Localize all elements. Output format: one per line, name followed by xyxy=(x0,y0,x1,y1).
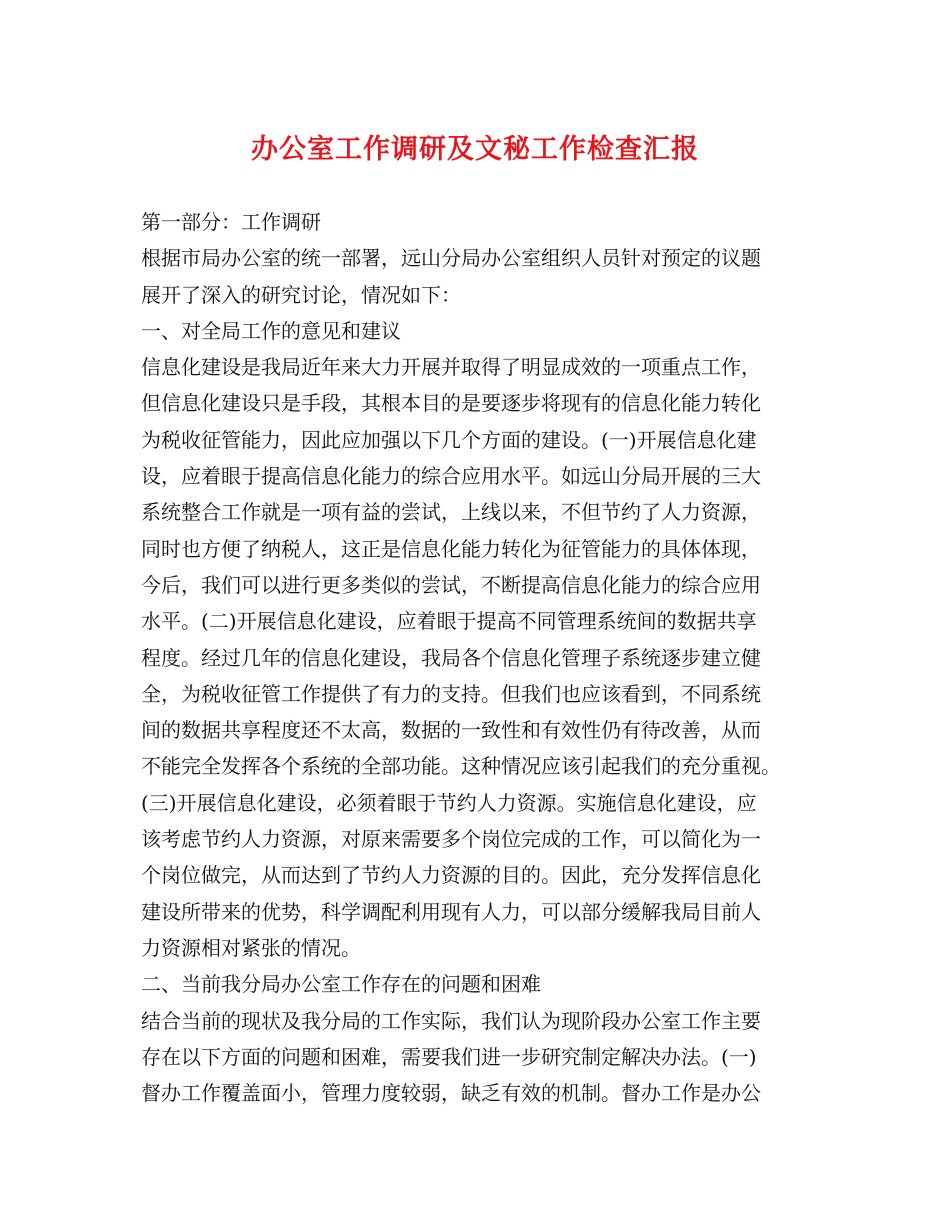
body-line: 个岗位做完，从而达到了节约人力资源的目的。因此，充分发挥信息化 xyxy=(141,863,761,888)
body-line: 今后，我们可以进行更多类似的尝试，不断提高信息化能力的综合应用 xyxy=(141,572,761,597)
body-line: 为税收征管能力，因此应加强以下几个方面的建设。(一)开展信息化建 xyxy=(141,427,757,452)
body-line: 设，应着眼于提高信息化能力的综合应用水平。如远山分局开展的三大 xyxy=(141,464,761,489)
body-line: 不能完全发挥各个系统的全部功能。这种情况应该引起我们的充分重视。 xyxy=(141,754,781,779)
body-line: 存在以下方面的问题和困难，需要我们进一步研究制定解决办法。(一) xyxy=(141,1044,757,1069)
body-line: 结合当前的现状及我分局的工作实际，我们认为现阶段办公室工作主要 xyxy=(141,1008,761,1033)
body-line: 全，为税收征管工作提供了有力的支持。但我们也应该看到，不同系统 xyxy=(141,681,761,706)
body-line: (三)开展信息化建设，必须着眼于节约人力资源。实施信息化建设，应 xyxy=(141,790,757,815)
body-line: 信息化建设是我局近年来大力开展并取得了明显成效的一项重点工作， xyxy=(141,355,761,380)
body-line: 力资源相对紧张的情况。 xyxy=(141,935,361,960)
body-line: 一、对全局工作的意见和建议 xyxy=(141,318,401,343)
body-line: 该考虑节约人力资源，对原来需要多个岗位完成的工作，可以简化为一 xyxy=(141,827,761,852)
body-line: 展开了深入的研究讨论，情况如下： xyxy=(141,282,461,307)
body-line: 建设所带来的优势，科学调配利用现有人力，可以部分缓解我局目前人 xyxy=(141,899,761,924)
document-title: 办公室工作调研及文秘工作检查汇报 xyxy=(251,134,699,165)
body-line: 间的数据共享程度还不太高，数据的一致性和有效性仍有待改善，从而 xyxy=(141,718,761,743)
body-line: 二、当前我分局办公室工作存在的问题和困难 xyxy=(141,972,541,997)
body-line: 但信息化建设只是手段，其根本目的是要逐步将现有的信息化能力转化 xyxy=(141,391,761,416)
body-line: 督办工作覆盖面小，管理力度较弱，缺乏有效的机制。督办工作是办公 xyxy=(141,1081,761,1106)
document-body xyxy=(141,204,841,1111)
body-line: 同时也方便了纳税人，这正是信息化能力转化为征管能力的具体体现， xyxy=(141,536,761,561)
body-line: 第一部分：工作调研 xyxy=(141,210,321,234)
body-line: 程度。经过几年的信息化建设，我局各个信息化管理子系统逐步建立健 xyxy=(141,645,761,670)
body-line: 水平。(二)开展信息化建设，应着眼于提高不同管理系统间的数据共享 xyxy=(141,609,757,634)
body-line: 系统整合工作就是一项有益的尝试，上线以来，不但节约了人力资源， xyxy=(141,500,761,525)
body-line: 根据市局办公室的统一部署，远山分局办公室组织人员针对预定的议题 xyxy=(141,246,761,271)
